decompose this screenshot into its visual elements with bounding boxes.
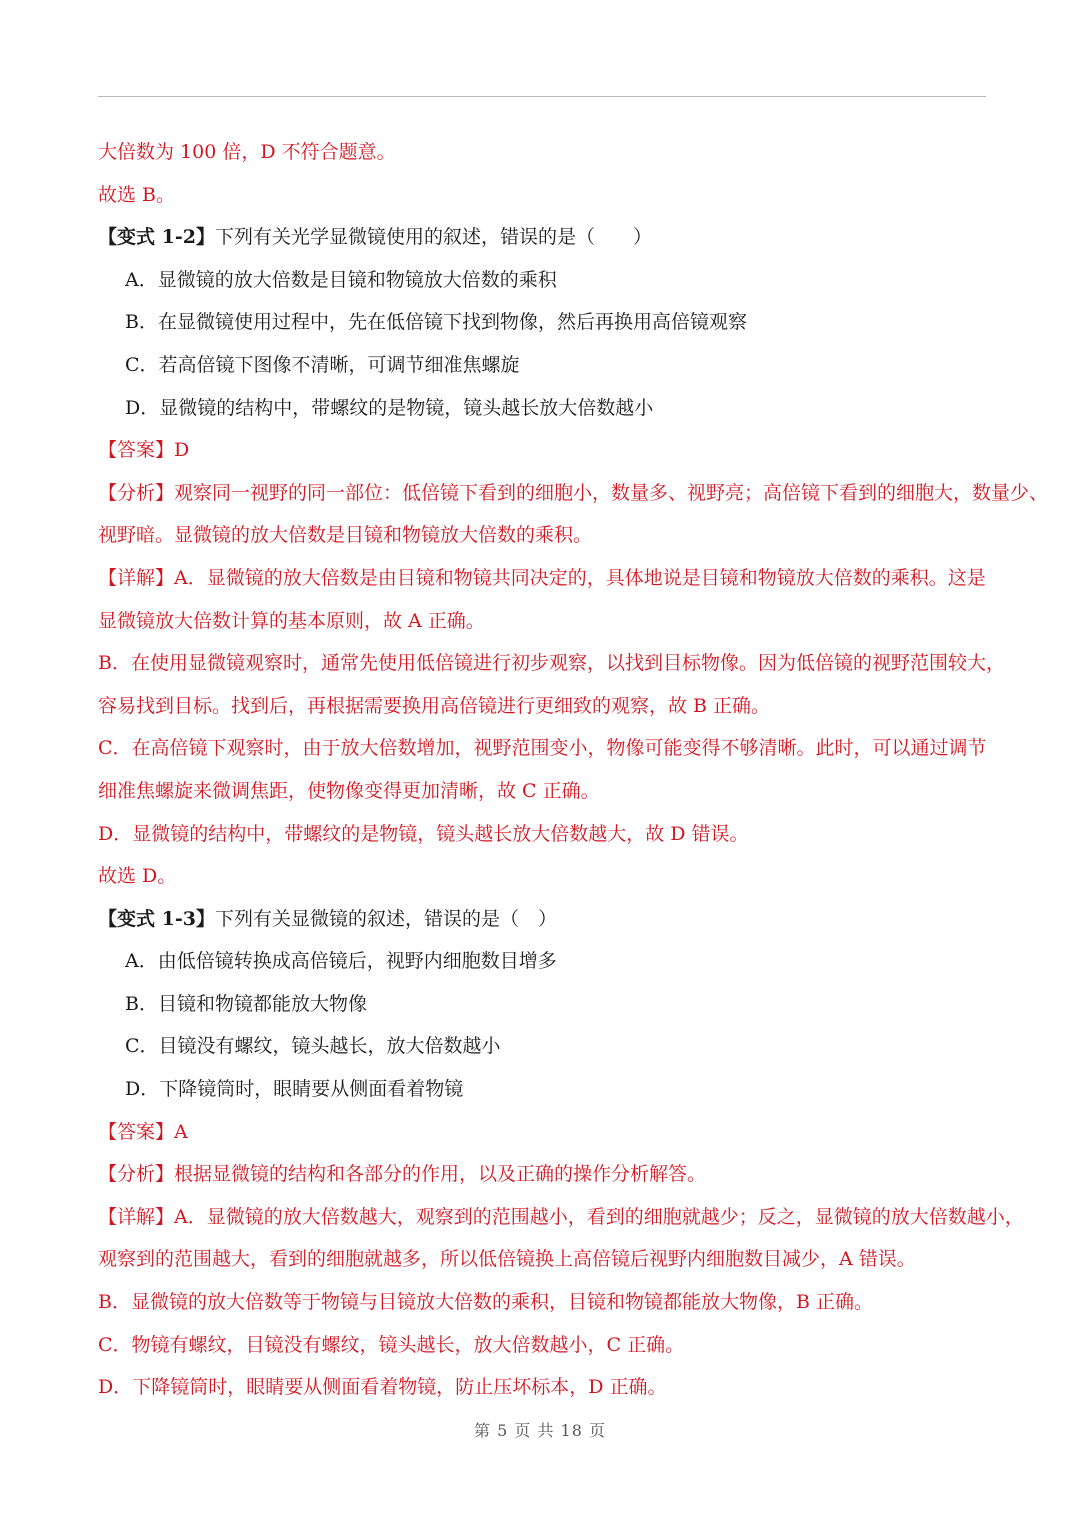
q12-analysis-line-1: 【分析】观察同一视野的同一部位：低倍镜下看到的细胞小，数量多、视野亮；高倍镜下看到的细胞大，数量少、 — [98, 481, 1049, 504]
header-rule — [98, 96, 986, 97]
q13-option-b: B．目镜和物镜都能放大物像 — [125, 992, 367, 1015]
q13-detail-line-3: B．显微镜的放大倍数等于物镜与目镜放大倍数的乘积，目镜和物镜都能放大物像，B 正确。 — [98, 1291, 873, 1314]
prev-detail-line: 大倍数为 100 倍，D 不符合题意。 — [98, 141, 396, 163]
q12-detail-line-7: D．显微镜的结构中，带螺纹的是物镜，镜头越长放大倍数越大，故 D 错误。 — [98, 822, 749, 845]
q12-detail-line-1: 【详解】A．显微镜的放大倍数是由目镜和物镜共同决定的，具体地说是目镜和物镜放大倍数的乘积。这是 — [98, 566, 986, 589]
question-1-3-text: 下列有关显微镜的叙述，错误的是（ ） — [214, 907, 557, 930]
question-1-2-tag: 【变式 1-2】 — [98, 226, 215, 249]
question-1-3-stem — [98, 898, 1003, 941]
q12-option-b: B．在显微镜使用过程中，先在低倍镜下找到物像，然后再换用高倍镜观察 — [125, 311, 747, 334]
q12-analysis-line-2: 视野暗。显微镜的放大倍数是目镜和物镜放大倍数的乘积。 — [98, 524, 593, 547]
q13-option-c: C．目镜没有螺纹，镜头越长，放大倍数越小 — [125, 1035, 501, 1058]
prev-choose-line: 故选 B。 — [98, 183, 176, 206]
q13-detail-line-2: 观察到的范围越大，看到的细胞就越多，所以低倍镜换上高倍镜后视野内细胞数目减少，A 错误。 — [98, 1248, 916, 1271]
q12-answer: 【答案】D — [98, 439, 190, 462]
page-number-footer: 第 5 页 共 18 页 — [474, 1421, 606, 1440]
q12-choose: 故选 D。 — [98, 865, 177, 888]
q12-detail-line-6: 细准焦螺旋来微调焦距，使物像变得更加清晰，故 C 正确。 — [98, 779, 600, 802]
question-1-2-stem — [98, 216, 1003, 259]
q12-detail-line-4: 容易找到目标。找到后，再根据需要换用高倍镜进行更细致的观察，故 B 正确。 — [98, 694, 771, 717]
q12-option-c: C．若高倍镜下图像不清晰，可调节细准焦螺旋 — [125, 353, 520, 376]
q12-detail-line-3: B．在使用显微镜观察时，通常先使用低倍镜进行初步观察，以找到目标物像。因为低倍镜的视野范围较大， — [98, 652, 1005, 675]
q13-answer: 【答案】A — [98, 1120, 188, 1143]
q12-option-a: A．显微镜的放大倍数是目镜和物镜放大倍数的乘积 — [125, 268, 557, 291]
q12-detail-line-2: 显微镜放大倍数计算的基本原则，故 A 正确。 — [98, 609, 485, 632]
q13-detail-line-1: 【详解】A．显微镜的放大倍数越大，观察到的范围越小，看到的细胞就越少；反之，显微镜的放大倍数越小， — [98, 1205, 1024, 1228]
question-1-3-tag: 【变式 1-3】 — [98, 907, 215, 930]
q13-detail-line-4: C．物镜有螺纹，目镜没有螺纹，镜头越长，放大倍数越小，C 正确。 — [98, 1333, 685, 1356]
page-content — [98, 131, 1049, 1409]
q13-option-d: D．下降镜筒时，眼睛要从侧面看着物镜 — [125, 1078, 464, 1101]
q13-analysis-line-1: 【分析】根据显微镜的结构和各部分的作用，以及正确的操作分析解答。 — [98, 1163, 707, 1186]
q12-option-d: D．显微镜的结构中，带螺纹的是物镜，镜头越长放大倍数越小 — [125, 396, 654, 419]
q13-option-a: A．由低倍镜转换成高倍镜后，视野内细胞数目增多 — [125, 950, 557, 973]
q13-detail-line-5: D．下降镜筒时，眼睛要从侧面看着物镜，防止压坏标本，D 正确。 — [98, 1376, 667, 1399]
q12-detail-line-5: C．在高倍镜下观察时，由于放大倍数增加，视野范围变小，物像可能变得不够清晰。此时，可以通过调节 — [98, 737, 987, 760]
question-1-2-text: 下列有关光学显微镜使用的叙述，错误的是（ ） — [214, 226, 652, 249]
